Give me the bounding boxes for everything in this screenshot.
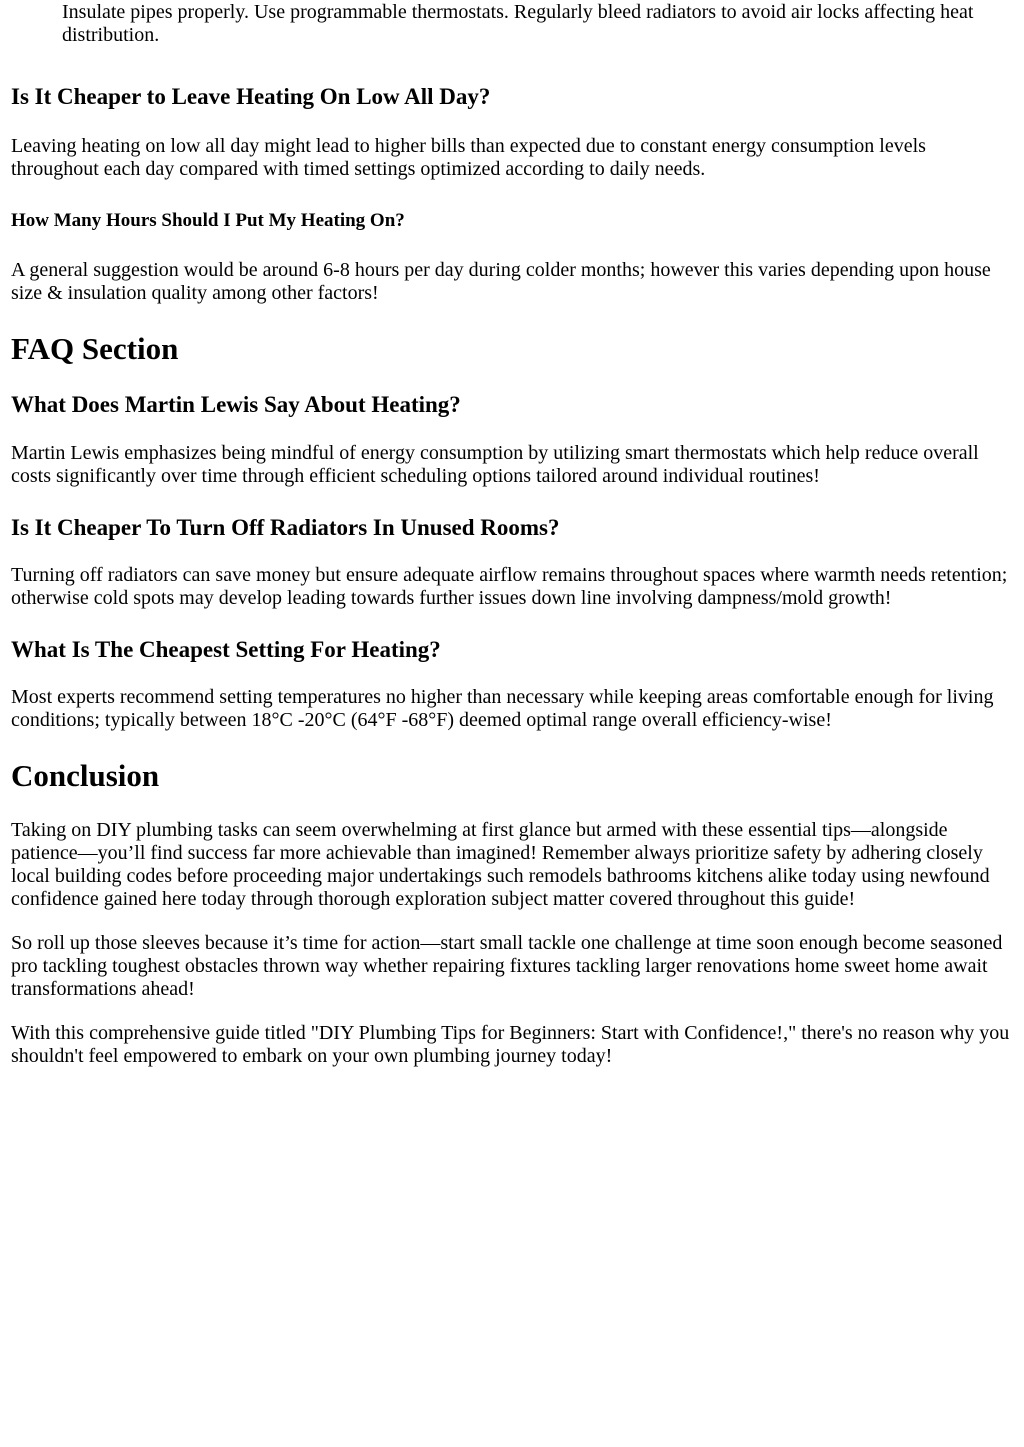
paragraph-low-all-day: Leaving heating on low all day might lead to higher bills than expected due to constant energy consumption levels throughout each day compared with timed settings optimized according to daily needs. xyxy=(11,135,926,180)
faq-question-cheapest-setting: What Is The Cheapest Setting For Heating? xyxy=(11,637,441,662)
faq-answer-radiators: Turning off radiators can save money but ensure adequate airflow remains throughout spaces where warmth needs retention; otherwise cold spots may develop leading towards further issues down line involving dampness/mold growth! xyxy=(11,564,1008,609)
faq-answer-cheapest-setting: Most experts recommend setting temperatures no higher than necessary while keeping areas comfortable enough for living conditions; typically between 18°C -20°C (64°F -68°F) deemed optimal range overall efficiency-wise! xyxy=(11,686,994,731)
paragraph-hours: A general suggestion would be around 6-8 hours per day during colder months; however this varies depending upon house size & insulation quality among other factors! xyxy=(11,259,991,304)
conclusion-paragraph-2: So roll up those sleeves because it’s time for action—start small tackle one challenge at time soon enough become seasoned pro tackling toughest obstacles thrown way whether repairing fixtures tackling larger renovations home sweet home await transformations ahead! xyxy=(11,932,1003,1000)
faq-question-martin-lewis: What Does Martin Lewis Say About Heating? xyxy=(11,392,461,417)
heading-faq-section: FAQ Section xyxy=(11,331,179,366)
conclusion-paragraph-3: With this comprehensive guide titled "DIY Plumbing Tips for Beginners: Start with Confidence!," there's no reason why you shouldn't feel empowered to embark on your own plumbing journey today! xyxy=(11,1022,1010,1067)
faq-answer-martin-lewis: Martin Lewis emphasizes being mindful of energy consumption by utilizing smart thermostats which help reduce overall costs significantly over time through efficient scheduling options tailored around individual routines! xyxy=(11,442,979,487)
heading-conclusion: Conclusion xyxy=(11,758,160,793)
heading-hours: How Many Hours Should I Put My Heating On? xyxy=(11,210,405,231)
article-page xyxy=(0,1,1024,1447)
heading-low-all-day: Is It Cheaper to Leave Heating On Low All Day? xyxy=(11,84,491,109)
conclusion-paragraph-1: Taking on DIY plumbing tasks can seem overwhelming at first glance but armed with these essential tips—alongside patience—you’ll find success far more achievable than imagined! Remember always prioritize safety by adhering closely local building codes before proceeding major undertakings such remodels bathrooms kitchens alike today using newfound confidence gained here today through thorough exploration subject matter covered throughout this guide! xyxy=(11,819,990,910)
faq-question-radiators: Is It Cheaper To Turn Off Radiators In Unused Rooms? xyxy=(11,515,560,540)
intro-text: Insulate pipes properly. Use programmable thermostats. Regularly bleed radiators to avoid air locks affecting heat distribution. xyxy=(62,1,974,46)
